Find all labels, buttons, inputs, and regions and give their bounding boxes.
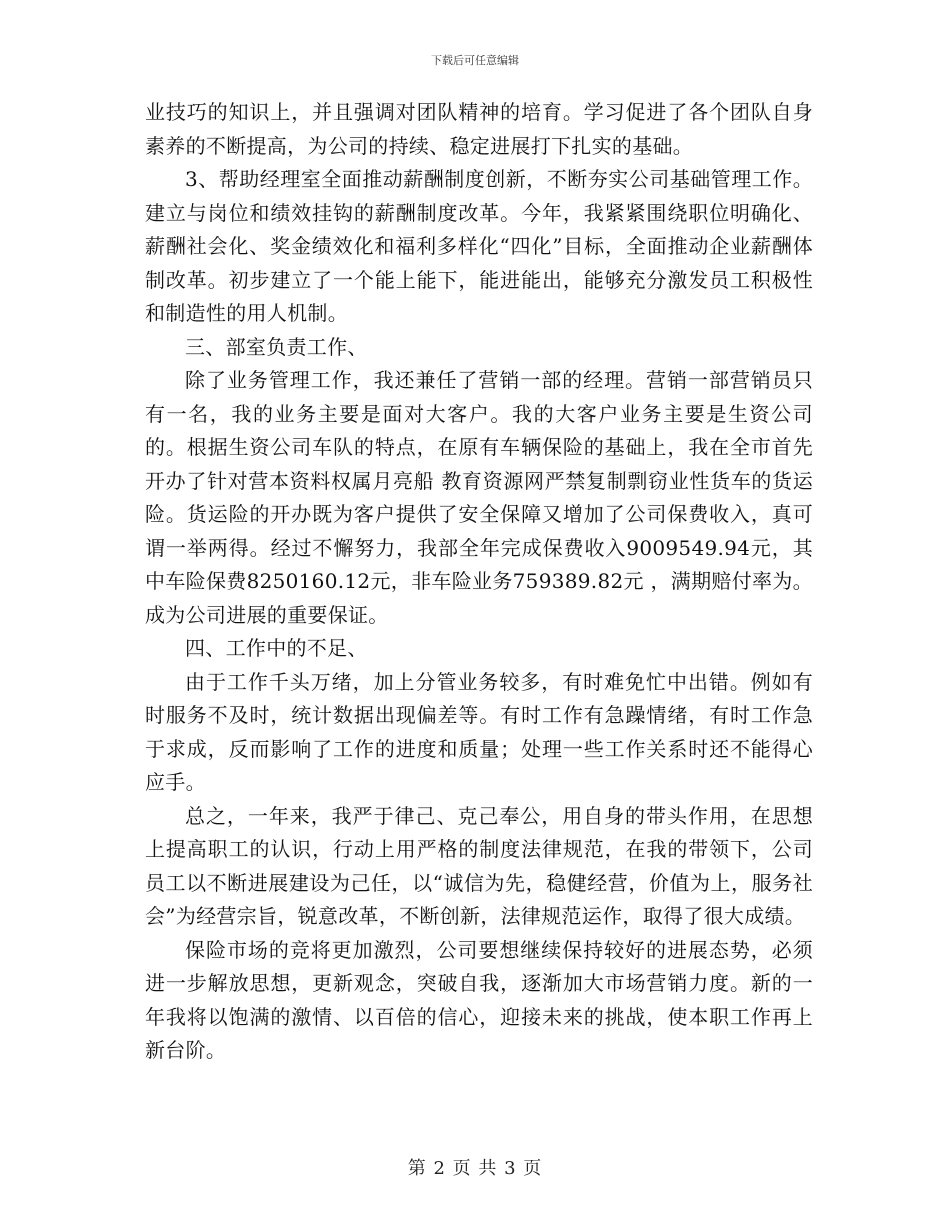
section-heading-shortcomings: 四、工作中的不足、 [185, 636, 368, 660]
paragraph-marketing-department: 除了业务管理工作，我还兼任了营销一部的经理。营销一部营销员只有一名，我的业务主要是面对大客户。我的大客户业务主要是生资公司的。根据生资公司车队的特点，在原有车辆保险的基础上，我在全市首先开办了针对营本资料权属月亮船 教育资源网严禁复制剽窃业性货车的货运险。货运险的开办既为客户提供了安全保障又增加了公司保费收入，真可谓一举两得。经过不懈努力，我部全年完成保费收入9009549.94元，其中车险保费8250160.12元，非车险业务759389.82元 ，满期赔付率为。成为公司进展的重要保证。 [145, 368, 813, 627]
paragraph-salary-reform: 3、帮助经理室全面推动薪酬制度创新，不断夯实公司基础管理工作。建立与岗位和绩效挂钩的薪酬制度改革。今年，我紧紧围绕职位明确化、薪酬社会化、奖金绩效化和福利多样化“四化”目标，全面推动企业薪酬体制改革。初步建立了一个能上能下，能进能出，能够充分激发员工积极性和制造性的用人机制。 [145, 167, 813, 325]
paragraph-shortcomings: 由于工作千头万绪，加上分管业务较多，有时难免忙中出错。例如有时服务不及时，统计数据出现偏差等。有时工作有急躁情绪，有时工作急于求成，反而影响了工作的进度和质量；处理一些工作关系时还不能得心应手。 [145, 669, 813, 794]
paragraph-outlook: 保险市场的竞将更加激烈，公司要想继续保持较好的进展态势，必须进一步解放思想，更新观念，突破自我，逐渐加大市场营销力度。新的一年我将以饱满的激情、以百倍的信心，迎接未来的挑战，使本职工作再上新台阶。 [145, 937, 813, 1062]
page-number-footer: 第 2 页 共 3 页 [407, 1158, 543, 1179]
paragraph-continuation: 业技巧的知识上，并且强调对团队精神的培育。学习促进了各个团队自身素养的不断提高，为公司的持续、稳定进展打下扎实的基础。 [145, 100, 813, 158]
section-heading-department-work: 三、部室负责工作、 [185, 334, 368, 359]
document-body [145, 96, 813, 1068]
page-header: 下载后可任意编辑 [431, 54, 519, 67]
paragraph-summary: 总之，一年来，我严于律己、克己奉公，用自身的带头作用，在思想上提高职工的认识，行动上用严格的制度法律规范，在我的带领下，公司员工以不断进展建设为己任，以“诚信为先，稳健经营，价值为上，服务社会”为经营宗旨，锐意改革，不断创新，法律规范运作，取得了很大成绩。 [145, 803, 813, 928]
